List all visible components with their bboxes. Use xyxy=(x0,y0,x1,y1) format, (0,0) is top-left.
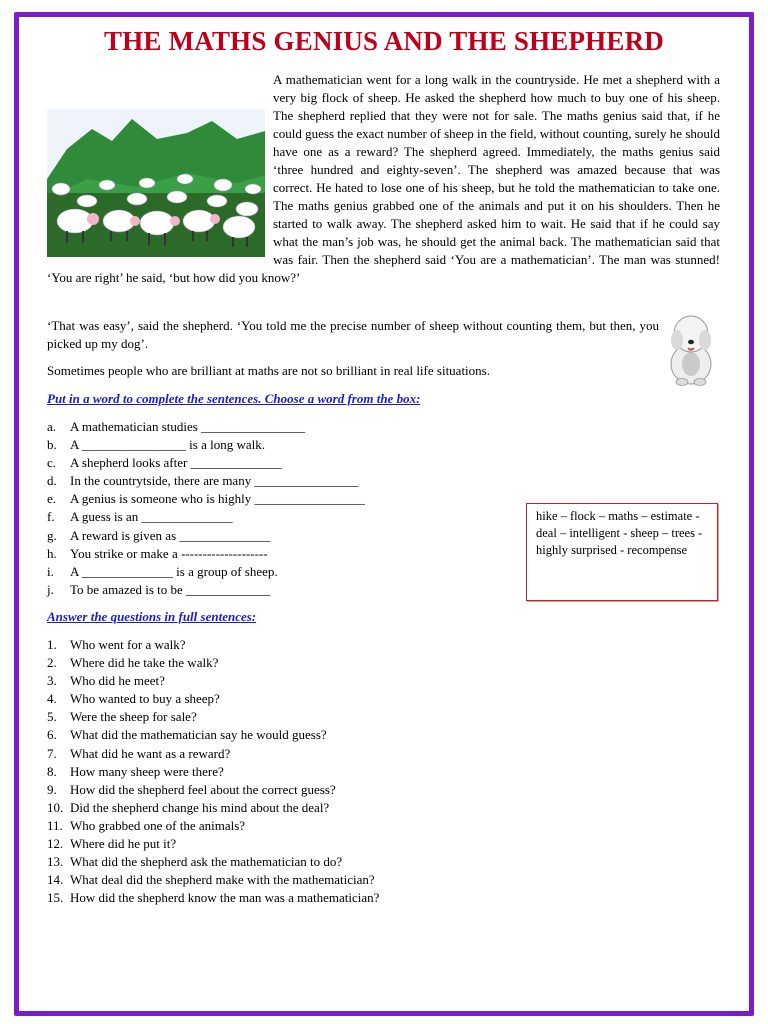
exercise-2-item-marker: 12. xyxy=(47,836,64,852)
word-box: hike – flock – maths – estimate - deal – intelligent - sheep – trees - highly surprised - recompense xyxy=(526,503,718,601)
page-title: THE MATHS GENIUS AND THE SHEPHERD xyxy=(104,26,664,56)
exercise-2-item-marker: 9. xyxy=(47,781,57,797)
exercise-2-item xyxy=(47,654,379,672)
sheep-flock-illustration xyxy=(47,109,265,257)
exercise-1-item xyxy=(47,436,365,454)
exercise-1-item-text: A shepherd looks after ______________ xyxy=(70,455,282,471)
story-paragraph-3: Sometimes people who are brilliant at maths are not so brilliant in real life situations. xyxy=(47,363,490,378)
exercise-2-item xyxy=(47,835,379,853)
exercise-2-item-marker: 13. xyxy=(47,854,64,870)
exercise-2-item-marker: 8. xyxy=(47,763,57,779)
exercise-2-item xyxy=(47,817,379,835)
exercise-1-item-text: You strike or make a -------------------- xyxy=(70,545,268,561)
exercise-2-item-marker: 3. xyxy=(47,673,57,689)
exercise-1-item xyxy=(47,527,365,545)
exercise-2-item-text: Who grabbed one of the animals? xyxy=(70,817,246,833)
exercise-2-item-marker: 7. xyxy=(47,745,57,761)
exercise-1-item xyxy=(47,545,365,563)
exercise-2-item-text: Were the sheep for sale? xyxy=(70,709,197,725)
exercise-1-item-text: In the countrytside, there are many ________________ xyxy=(70,473,359,489)
exercise-1-item-marker: f. xyxy=(47,509,55,525)
exercise-1-list xyxy=(47,418,365,599)
exercise-2-item-marker: 11. xyxy=(47,817,63,833)
exercise-2-item-text: How did the shepherd feel about the correct guess? xyxy=(70,781,336,797)
story-paragraph-2: ‘That was easy’, said the shepherd. ‘You told me the precise number of sheep without counting them, but then, you picked up my dog’. xyxy=(47,318,659,351)
exercise-2-item-text: How many sheep were there? xyxy=(70,763,224,779)
exercise-1-item-marker: a. xyxy=(47,419,57,434)
exercise-1-item-marker: e. xyxy=(47,491,57,507)
exercise-2-item-marker: 1. xyxy=(47,637,57,652)
exercise-2-item xyxy=(47,853,379,871)
exercise-2-item-text: Did the shepherd change his mind about the deal? xyxy=(70,799,330,815)
sheepdog-illustration xyxy=(664,312,718,386)
exercise-2-item xyxy=(47,708,379,726)
exercise-1-item xyxy=(47,454,365,472)
exercise-2-item xyxy=(47,636,379,654)
exercise-1-item-marker: j. xyxy=(47,581,54,597)
exercise-1-item-marker: d. xyxy=(47,473,57,489)
exercise-1-item-text: A reward is given as ______________ xyxy=(70,527,271,543)
exercise-2-list xyxy=(47,636,379,907)
exercise-1-item xyxy=(47,472,365,490)
exercise-2-item-marker: 6. xyxy=(47,727,57,743)
exercise-1-item-text: To be amazed is to be _____________ xyxy=(70,581,271,597)
exercise-2-item-text: Who did he meet? xyxy=(70,673,165,689)
exercise-1-item-marker: b. xyxy=(47,437,57,453)
exercise-2-item-text: Where did he take the walk? xyxy=(70,655,219,671)
exercise-2-item xyxy=(47,889,379,907)
exercise-1-instruction: Put in a word to complete the sentences. Choose a word from the box: xyxy=(47,391,421,406)
exercise-1-item-marker: i. xyxy=(47,563,54,579)
exercise-1-item xyxy=(47,508,365,526)
exercise-1-item-text: A ________________ is a long walk. xyxy=(70,437,265,453)
exercise-2-item-marker: 2. xyxy=(47,655,57,671)
exercise-2-item-marker: 10. xyxy=(47,799,64,815)
exercise-2-item xyxy=(47,690,379,708)
exercise-2-item-text: What did he want as a reward? xyxy=(70,745,231,761)
exercise-2-item xyxy=(47,781,379,799)
exercise-1-item xyxy=(47,581,365,599)
exercise-2-item-marker: 14. xyxy=(47,872,64,888)
exercise-2-item xyxy=(47,799,379,817)
exercise-2-item-marker: 15. xyxy=(47,890,64,906)
exercise-1-item-marker: g. xyxy=(47,527,57,543)
exercise-1-item-marker: c. xyxy=(47,455,57,471)
exercise-2-item-text: What deal did the shepherd make with the mathematician? xyxy=(70,872,375,888)
story-text xyxy=(47,71,720,287)
exercise-2-item-text: What did the mathematician say he would guess? xyxy=(70,727,327,743)
exercise-2-item xyxy=(47,871,379,889)
exercise-2-item xyxy=(47,763,379,781)
exercise-2-item-text: How did the shepherd know the man was a mathematician? xyxy=(70,890,380,906)
exercise-1-item-text: A guess is an ______________ xyxy=(70,509,233,525)
exercise-2-item-text: Who went for a walk? xyxy=(70,637,186,652)
exercise-2-item-text: Where did he put it? xyxy=(70,836,177,852)
exercise-1-item xyxy=(47,490,365,508)
exercise-2-item xyxy=(47,745,379,763)
exercise-2-item-text: What did the shepherd ask the mathematician to do? xyxy=(70,854,343,870)
exercise-1-item-marker: h. xyxy=(47,545,57,561)
exercise-1-item xyxy=(47,418,365,436)
exercise-2-item-marker: 5. xyxy=(47,709,57,725)
exercise-2-instruction: Answer the questions in full sentences: xyxy=(47,609,257,624)
exercise-2-item xyxy=(47,672,379,690)
exercise-2-item xyxy=(47,726,379,744)
exercise-1-item-text: A mathematician studies ________________ xyxy=(70,419,306,434)
exercise-1-item-text: A genius is someone who is highly _________________ xyxy=(70,491,366,507)
story-paragraph-1: A mathematician went for a long walk in the countryside. He met a shepherd with a very big flock of sheep. He asked the shepherd how much to buy one of his sheep. The shepherd replied that they were not for sale. The maths genius said that, if he could guess the exact number of sheep in the field, without counting, surely he should have one as a reward? The shepherd agreed. Immediately, the maths genius said ‘three hundred and eighty-seven’. The shepherd was amazed because that was correct. He hated to lose one of his sheep, but he told the mathematician to take one. The maths genius grabbed one of the animals and put it on his shoulders. Then he started to walk away. The shepherd asked him to wait. He said that if he could say what the man’s job was, he should get the animal back. The mathematician said that was fair. Then the shepherd said ‘You are a mathematician’. The man was stunned! ‘You are right’ he said, ‘but how did you know?’ xyxy=(47,72,720,285)
exercise-2-item-text: Who wanted to buy a sheep? xyxy=(70,691,220,707)
exercise-1-item-text: A ______________ is a group of sheep. xyxy=(70,563,278,579)
exercise-2-item-marker: 4. xyxy=(47,691,57,707)
exercise-1-item xyxy=(47,563,365,581)
